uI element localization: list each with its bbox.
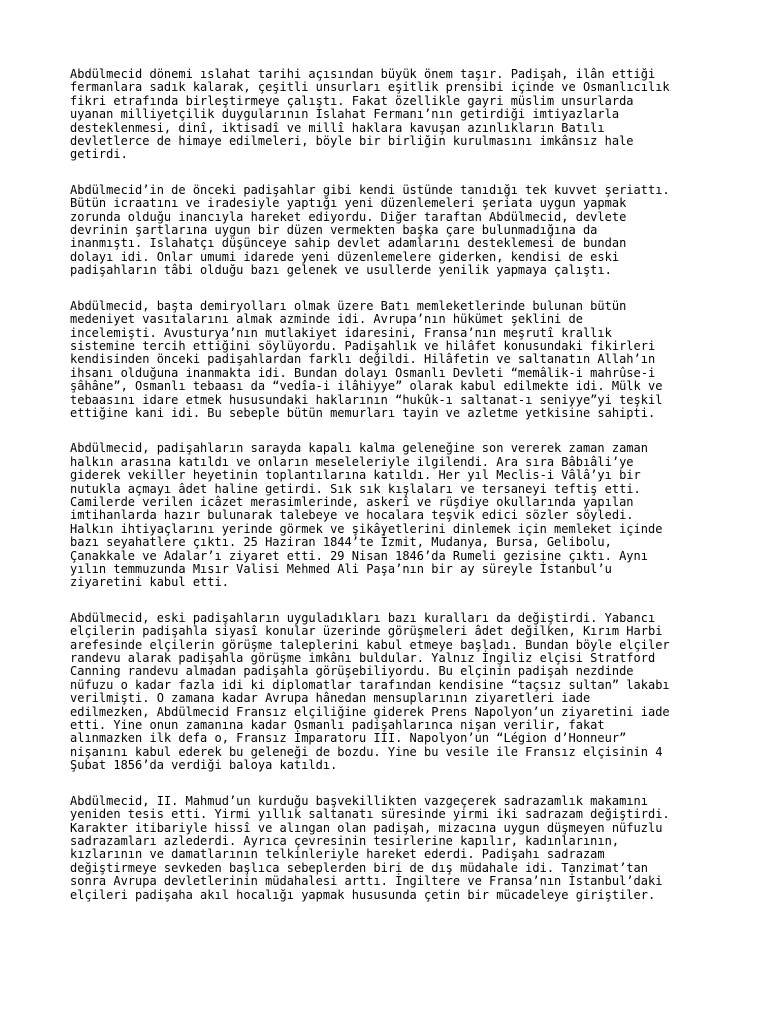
paragraph-5: Abdülmecid, eski padişahların uyguladıkları bazı kuralları da değiştirdi. Yabancı elçilerin padişahla siyasî konular üzerinde görüşmeleri âdet değilken, Kırım Harbi arefesinde elçilerin görüşme taleplerini kabul etmeye başladı. Bundan böyle elçiler randevu alarak padişahla görüşme imkânı buldular. Yalnız İngiliz elçisi Stratford Canning randevu almadan padişahla görüşebiliyordu. Bu elçinin padişah nezdinde nüfuzu o kadar fazla idi ki diplomatlar tarafından kendisine “taçsız sultan” lakabı verilmişti. O zamana kadar Avrupa hânedan mensuplarının ziyaretleri iade edilmezken, Abdülmecid Fransız elçiliğine giderek Prens Napolyon’un ziyaretini iade etti. Yine onun zamanına kadar Osmanlı padişahlarınca nişan verilir, fakat alınmazken ilk defa o, Fransız İmparatoru III. Napolyon’un “Légion d’Honneur” nişanını kabul ederek bu geleneği de bozdu. Yine bu vesile ile Fransız elçisinin 4 Şubat 1856’da verdiği baloya katıldı.: [70, 610, 670, 773]
paragraph-4: Abdülmecid, padişahların sarayda kapalı kalma geleneğine son vererek zaman zaman halkın arasına katıldı ve onların meseleleriyle ilgilendi. Ara sıra Bâbıâli’ye giderek vekiller heyetinin toplantılarına katıldı. Her yıl Meclis-i Vâlâ’yı bir nutukla açmayı âdet haline getirdi. Sık sık kışlaları ve tersaneyi teftiş etti. Camilerde verilen icâzet merasimlerinde, askerî ve rüşdiye okullarında yapılan imtihanlarda hazır bulunarak talebeye ve hocalara teşvik edici sözler söyledi. Halkın ihtiyaçlarını yerinde görmek ve şikâyetlerini dinlemek için memleket içinde bazı seyahatlere çıktı. 25 Haziran 1844’te İzmit, Mudanya, Bursa, Gelibolu, Çanakkale ve Adalar’ı ziyaret etti. 29 Nisan 1846’da Rumeli gezisine çıktı. Aynı yılın temmuzunda Mısır Valisi Mehmed Ali Paşa’nın bir ay süreyle İstanbul’u ziyaretini kabul etti.: [70, 441, 663, 590]
paragraph-2: Abdülmecid’in de önceki padişahlar gibi kendi üstünde tanıdığı tek kuvvet şeriattı. Bütün icraatını ve iradesiyle yaptığı yeni düzenlemeleri şeriata uygun yapmak zorunda olduğu inancıyla hareket ediyordu. Diğer taraftan Abdülmecid, devlete devrinin şartlarına uygun bir düzen vermekten başka çare bulunmadığına da inanmıştı. Islahatçı düşünceye sahip devlet adamlarını desteklemesi de bundan dolayı idi. Onlar umumi idarede yeni düzenlemelere giderken, kendisi de eski padişahların tâbi olduğu bazı gelenek ve usullerde yenilik yapmaya çalıştı.: [70, 182, 670, 278]
paragraph-6: Abdülmecid, II. Mahmud’un kurduğu başvekillikten vazgeçerek sadrazamlık makamını yeniden tesis etti. Yirmi yıllık saltanatı süresinde yirmi iki sadrazam değiştirdi. Karakter itibariyle hissî ve alıngan olan padişah, mizacına uygun düşmeyen nüfuzlu sadrazamları azlederdi. Ayrıca çevresinin tesirlerine kapılır, kadınlarının, kızlarının ve damatlarının telkinleriyle hareket ederdi. Padişahı sadrazam değiştirmeye sevkeden başlıca sebeplerden biri de dış müdahale idi. Tanzimat’tan sonra Avrupa devletlerinin müdahalesi arttı. İngiltere ve Fransa’nın İstanbul’daki elçileri padişaha akıl hocalığı yapmak hususunda çetin bir mücadeleye giriştiler.: [70, 793, 670, 902]
paragraph-1: Abdülmecid dönemi ıslahat tarihi açısından büyük önem taşır. Padişah, ilân ettiği fermanlara sadık kalarak, çeşitli unsurları eşitlik prensibi içinde ve Osmanlıcılık fikri etrafında birleştirmeye çalıştı. Fakat özellikle gayri müslim unsurlarda uyanan milliyetçilik duygularının Islahat Fermanı’nın getirdiği imtiyazlarla desteklenmesi, dinî, iktisadî ve millî haklara kavuşan azınlıkların Batılı devletlerce de himaye edilmeleri, böyle bir birliğin kurulmasını imkânsız hale getirdi.: [70, 67, 670, 162]
document-body: [70, 68, 730, 924]
paragraph-3: Abdülmecid, başta demiryolları olmak üzere Batı memleketlerinde bulunan bütün medeniyet vasıtalarını almak azminde idi. Avrupa’nın hükümet şeklini de incelemişti. Avusturya’nın mutlakiyet idaresini, Fransa’nın meşrutî krallık sistemine tercih ettiğini söylüyordu. Padişahlık ve hilâfet konusundaki fikirleri kendisinden önceki padişahlardan farklı değildi. Hilâfetin ve saltanatın Allah’ın ihsanı olduğuna inanmakta idi. Bundan dolayı Osmanlı Devleti “memâlik-i mahrûse-i şâhâne”, Osmanlı tebaası da “vedîa-i ilâhiyye” olarak kabul edilmekte idi. Mülk ve tebaasını idare etmek hususundaki haklarının “hukûk-ı saltanat-ı seniyye”yi teşkil ettiğine kani idi. Bu sebeple bütün memurları tayin ve azletme yetkisine sahipti.: [70, 298, 663, 420]
